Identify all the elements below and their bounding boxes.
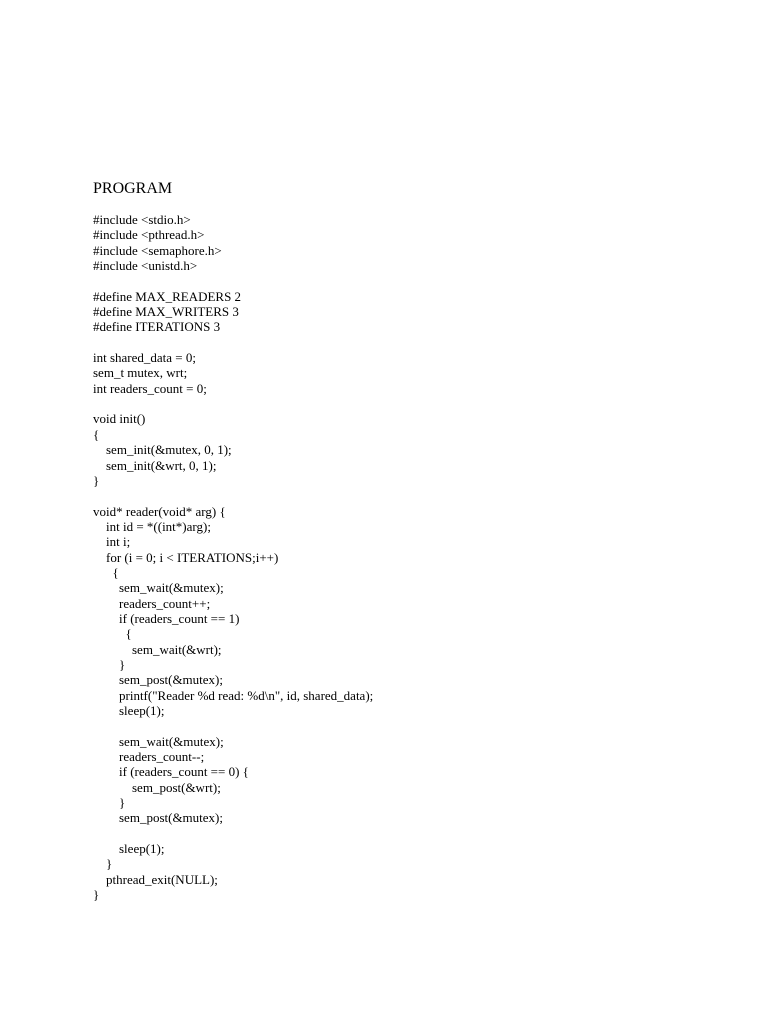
code-line: void* reader(void* arg) { — [93, 503, 226, 519]
code-line: int id = *((int*)arg); — [93, 518, 211, 534]
code-line: } — [93, 795, 126, 811]
code-listing — [93, 212, 373, 902]
code-line: sem_wait(&wrt); — [93, 641, 222, 657]
code-line: #include <stdio.h> — [93, 212, 191, 227]
code-line — [93, 718, 373, 733]
code-line: #include <unistd.h> — [93, 258, 198, 274]
code-line: if (readers_count == 0) { — [93, 764, 249, 780]
code-line: void init() — [93, 411, 146, 427]
code-line: sem_post(&mutex); — [93, 810, 223, 826]
code-line — [93, 488, 373, 503]
code-line: sem_init(&wrt, 0, 1); — [93, 457, 217, 473]
code-line — [93, 826, 373, 841]
code-line: #define ITERATIONS 3 — [93, 319, 221, 335]
code-line: } — [93, 656, 126, 672]
code-line: printf("Reader %d read: %d\n", id, shared_data); — [93, 687, 374, 703]
code-line: sleep(1); — [93, 703, 165, 718]
code-line: #define MAX_READERS 2 — [93, 288, 242, 304]
code-line — [93, 396, 373, 411]
code-line: sem_post(&mutex); — [93, 672, 223, 688]
code-line — [93, 273, 373, 288]
code-line: int shared_data = 0; — [93, 350, 196, 366]
code-line: sem_init(&mutex, 0, 1); — [93, 442, 232, 458]
code-line: } — [93, 856, 113, 872]
code-line: sem_t mutex, wrt; — [93, 365, 188, 381]
code-line: sem_wait(&mutex); — [93, 733, 224, 749]
code-line: pthread_exit(NULL); — [93, 871, 218, 887]
code-line: readers_count--; — [93, 749, 205, 765]
code-line: int readers_count = 0; — [93, 380, 207, 396]
code-line: { — [93, 564, 119, 580]
code-line: sem_wait(&mutex); — [93, 580, 224, 596]
code-line: readers_count++; — [93, 595, 211, 611]
code-line: sem_post(&wrt); — [93, 779, 221, 795]
code-line: sleep(1); — [93, 841, 165, 857]
code-line: #include <pthread.h> — [93, 227, 205, 243]
document-title: PROGRAM — [93, 180, 173, 197]
code-line: if (readers_count == 1) — [93, 610, 240, 626]
code-line: #include <semaphore.h> — [93, 242, 222, 258]
code-line: } — [93, 887, 100, 903]
code-line: { — [93, 626, 132, 642]
code-line: } — [93, 472, 100, 488]
code-line: for (i = 0; i < ITERATIONS;i++) — [93, 549, 279, 565]
code-line: { — [93, 426, 100, 442]
code-line: int i; — [93, 534, 131, 550]
code-line: #define MAX_WRITERS 3 — [93, 304, 239, 320]
code-line — [93, 335, 373, 350]
